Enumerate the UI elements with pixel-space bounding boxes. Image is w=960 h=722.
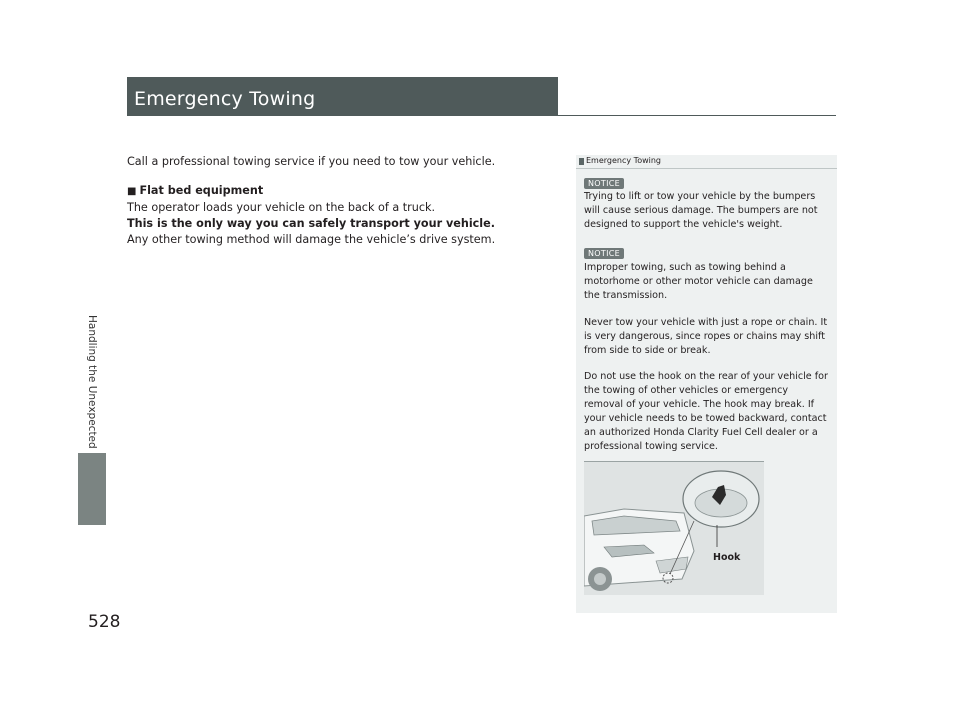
subheading-marker: ■: [127, 186, 137, 197]
body-line-2: This is the only way you can safely transport your vehicle.: [127, 217, 495, 230]
page-number: 528: [88, 612, 121, 632]
hook-label: Hook: [713, 552, 741, 563]
intro-text: Call a professional towing service if you need to tow your vehicle.: [127, 155, 496, 168]
sidebar-paragraph-2: Do not use the hook on the rear of your vehicle for the towing of other vehicles or emergency removal of your vehicle. The hook may break. If your vehicle needs to be towed backward, contact an authorized Honda Clarity Fuel Cell dealer or a professional towing service.: [584, 371, 828, 452]
page-title: Emergency Towing: [134, 88, 316, 110]
notice-text-1: Trying to lift or tow your vehicle by the bumpers will cause serious damage. The bumpers are not designed to support the vehicle's weight.: [584, 191, 818, 230]
towing-hook-illustration: [584, 461, 764, 595]
car-rear-icon: [584, 461, 764, 595]
main-content: [127, 154, 547, 248]
body-line-3: Any other towing method will damage the vehicle’s drive system.: [127, 233, 496, 246]
sidebar-paragraph-1: Never tow your vehicle with just a rope or chain. It is very dangerous, since ropes or chains may shift from side to side or break.: [584, 317, 828, 356]
subheading: ■ Flat bed equipment: [127, 184, 264, 197]
body-line-1: The operator loads your vehicle on the back of a truck.: [127, 201, 436, 214]
notice-badge-2: NOTICE: [584, 248, 624, 259]
notice-text-2: Improper towing, such as towing behind a motorhome or other motor vehicle can damage the transmission.: [584, 262, 813, 301]
note-icon: [579, 158, 584, 165]
sidebar-header-rule: [576, 168, 837, 169]
sidebar-header: Emergency Towing: [586, 156, 661, 165]
section-tab-marker: [78, 453, 106, 525]
notice-badge-1: NOTICE: [584, 178, 624, 189]
title-rule: [127, 115, 836, 116]
